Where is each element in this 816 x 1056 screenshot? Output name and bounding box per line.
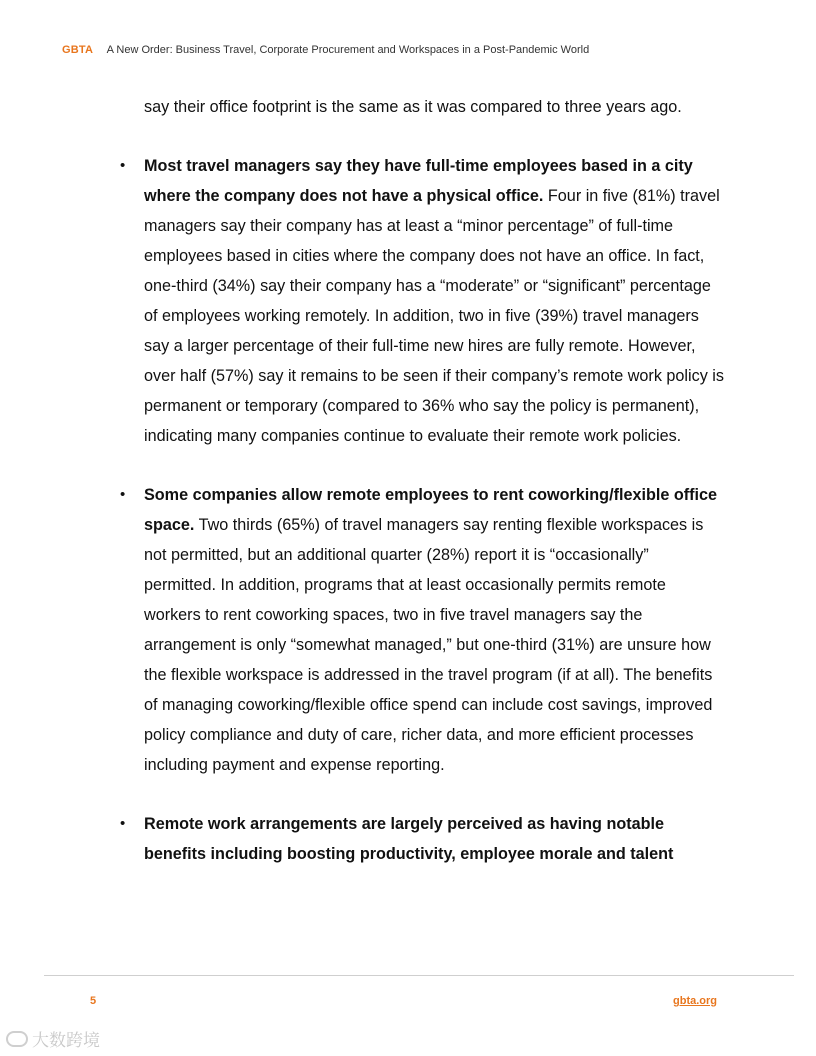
list-item: [120, 151, 724, 451]
document-title: A New Order: Business Travel, Corporate Procurement and Workspaces in a Post-Pandemic World: [106, 44, 590, 56]
bullet-icon: •: [120, 486, 126, 503]
bullet-icon: •: [120, 157, 126, 174]
brand-logo-text: GBTA: [62, 44, 94, 56]
watermark: [6, 1026, 100, 1051]
bullet-text: Four in five (81%) travel managers say their company has at least a “minor percentage” of full-time employees based in cities where the company does not have an office. In fact, one-third (34%) say their company has a “moderate” or “significant” percentage of employees working remotely. In addition, two in five (39%) travel managers say a larger percentage of their full-time new hires are fully remote. However, over half (57%) say it remains to be seen if their company’s remote work policy is permanent or temporary (compared to 36% who say the policy is permanent), indicating many companies continue to evaluate their remote work policies.: [144, 187, 724, 445]
page-header: [62, 44, 589, 56]
list-item: [120, 480, 724, 780]
body-content: [120, 92, 724, 869]
bullet-heading: Some companies allow remote employees to rent coworking/flexible office space.: [144, 486, 718, 534]
watermark-text: 大数跨境: [32, 1031, 100, 1050]
bullet-heading: Most travel managers say they have full-time employees based in a city where the company does not have a physical office.: [144, 157, 693, 205]
bullet-icon: •: [120, 815, 126, 832]
site-link[interactable]: gbta.org: [673, 995, 717, 1007]
page-number: 5: [90, 995, 97, 1007]
bullet-list: [120, 151, 724, 869]
watermark-logo-icon: [6, 1031, 28, 1047]
footer-divider: [44, 975, 794, 976]
list-item: [120, 809, 724, 869]
bullet-heading: Remote work arrangements are largely perceived as having notable benefits including boosting productivity, employee morale and talent: [144, 815, 674, 863]
continuation-paragraph: say their office footprint is the same as it was compared to three years ago.: [144, 98, 682, 116]
bullet-text: Two thirds (65%) of travel managers say renting flexible workspaces is not permitted, but an additional quarter (28%) report it is “occasionally” permitted. In addition, programs that at least occasionally permits remote workers to rent coworking spaces, two in five travel managers say the arrangement is only “somewhat managed,” but one-third (31%) are unsure how the flexible workspace is addressed in the travel program (if at all). The benefits of managing coworking/flexible office spend can include cost savings, improved policy compliance and duty of care, richer data, and more efficient processes including payment and expense reporting.: [144, 516, 713, 774]
